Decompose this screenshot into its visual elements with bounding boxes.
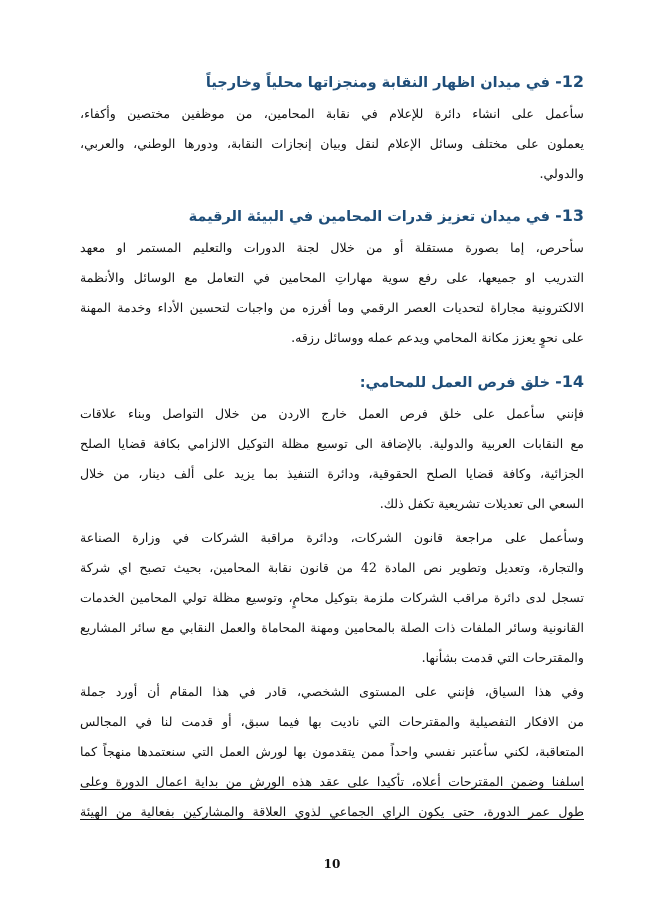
section-number: 13-	[555, 206, 584, 225]
paragraph-line: وفي هذا السياق، فإنني على المستوى الشخصي، قادر في هذا المقام أن أورد جملة	[80, 684, 584, 699]
section-title: في ميدان تعزيز قدرات المحامين في البيئة الرقيمة	[188, 209, 551, 225]
paragraph	[80, 677, 584, 827]
underlined-paragraph-line: طول عمر الدورة، حتى يكون الراي الجماعي لذوي العلاقة والمشاركين بفعالية من الهيئة	[80, 804, 584, 819]
section-heading	[80, 370, 584, 395]
paragraph-line: الجزائية، وكافة قضايا الصلح الحقوقية، ودائرة التنفيذ بما يزيد على ألف دينار، من خلال	[80, 466, 584, 481]
paragraph-line: والتجارة، وتعديل وتطوير نص المادة 42 من قانون نقابة المحامين، بحيث تصبح اي شركة	[80, 560, 584, 575]
paragraph	[80, 399, 584, 519]
paragraph-line: والدولي.	[539, 166, 584, 181]
section-12	[80, 70, 584, 189]
paragraph-line: والمقترحات التي قدمت بشأنها.	[421, 650, 584, 665]
paragraph-line: مع النقابات العربية والدولية. بالإضافة الى توسيع مظلة التوكيل الالزامي بكافة قضايا الصلح	[80, 436, 584, 451]
paragraph-line: المتعاقبة، لكني سأعتبر نفسي واحداً ممن يتقدمون بها لورش العمل التي سنعتمدها منهجاً كما	[80, 744, 584, 759]
section-number: 14-	[555, 372, 584, 391]
paragraph-line: التدريب او جميعها، على رفع سوية مهاراتِ المحامين في التعامل مع الوسائل والأنظمة	[80, 270, 584, 285]
paragraph	[80, 233, 584, 353]
paragraph-line: الالكترونية مجاراة لتحديات العصر الرقمي وما أفرزه من واجبات لتحسين الأداء وخدمة المهنة	[80, 300, 584, 315]
paragraph	[80, 99, 584, 189]
section-13	[80, 204, 584, 353]
paragraph-line: القانونية وسائر الملفات ذات الصلة بالمحامين ومهنة المحاماة والعمل النقابي مع سائر المشاريع	[80, 620, 584, 635]
underlined-paragraph-line: اسلفنا وضمن المقترحات أعلاه، تأكيدا على عقد هذه الورش من بداية اعمال الدورة وعلى	[80, 774, 584, 789]
section-heading	[80, 204, 584, 229]
paragraph-line: السعي الى تعديلات تشريعية تكفل ذلك.	[379, 496, 584, 511]
paragraph-line: يعملون على مختلف وسائل الإعلام لنقل وبيان إنجازات النقابة، ودورها الوطني، والعربي،	[80, 136, 584, 151]
paragraph-line: فإنني سأعمل على خلق فرص العمل خارج الاردن من خلال التواصل وبناء علاقات	[80, 406, 584, 421]
paragraph-line: وسأعمل على مراجعة قانون الشركات، ودائرة مراقبة الشركات في وزارة الصناعة	[80, 530, 584, 545]
paragraph-line: من الافكار التفصيلية والمقترحات التي ناديت بها فيما سبق، أو قدمت لنا في المجالس	[80, 714, 584, 729]
paragraph-line: تسجل لدى دائرة مراقب الشركات ملزمة بتوكيل محامٍ، وتوسيع مظلة تولي المحامين الخدمات	[80, 590, 584, 605]
paragraph	[80, 523, 584, 673]
section-14	[80, 370, 584, 827]
page-number: 10	[323, 857, 341, 871]
paragraph-line: سأعمل على انشاء دائرة للإعلام في نقابة المحامين، من موظفين مختصين وأكفاء،	[80, 106, 584, 121]
section-title: في ميدان اظهار النقابة ومنجزاتها محلياً وخارجياً	[205, 75, 551, 91]
paragraph-line: على نحوٍ يعزز مكانة المحامي ويدعم عمله ووسائل رزقه.	[291, 330, 584, 345]
paragraph-line: سأحرص، إما بصورة مستقلة أو من خلال لجنة الدورات والتعليم المستمر او معهد	[80, 240, 584, 255]
section-number: 12-	[555, 72, 584, 91]
section-heading	[80, 70, 584, 95]
section-title: خلق فرص العمل للمحامي:	[359, 375, 551, 391]
